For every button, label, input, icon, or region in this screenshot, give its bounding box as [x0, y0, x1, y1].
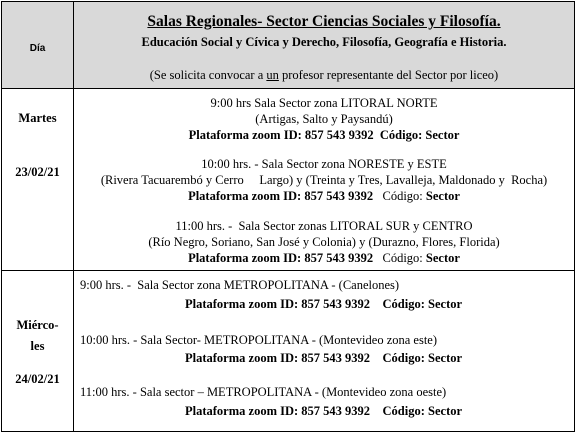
document-subtitle: Educación Social y Cívica y Derecho, Filosofía, Geografía e Historia. [141, 35, 507, 49]
tuesday-row [2, 89, 575, 271]
header-row [2, 2, 575, 89]
day-date: 23/02/21 [15, 165, 60, 179]
session-time-line: 10:00 hrs. - Sala Sector- METROPOLITANA - (Montevideo zona este) [80, 333, 438, 347]
tuesday-day-cell [2, 89, 74, 271]
tuesday-sessions-cell [74, 89, 575, 271]
day-column-label: Día [29, 43, 46, 54]
day-header-cell [2, 2, 74, 89]
session-regions-line: (Río Negro, Soriano, San José y Colonia) y (Durazno, Flores, Florida) [148, 235, 500, 249]
session-zoom-line: Plataforma zoom ID: 857 543 9392 Código: Sector [188, 128, 460, 142]
schedule-table [1, 1, 575, 432]
document-title: Salas Regionales- Sector Ciencias Sociales y Filosofía. [147, 13, 501, 30]
session-zoom-line: Plataforma zoom ID: 857 543 9392 Código: Sector [185, 351, 463, 365]
session-regions-line: (Rivera Tacuarembó y Cerro Largo) y (Treinta y Tres, Lavalleja, Maldonado y Rocha) [100, 173, 548, 187]
day-name-part: Miérco- [16, 318, 59, 332]
session-zoom-line: Plataforma zoom ID: 857 543 9392 Código: Sector [185, 404, 463, 418]
day-name-part: les [30, 339, 45, 353]
day-date: 24/02/21 [15, 372, 60, 386]
session-zoom-line: Plataforma zoom ID: 857 543 9392 Código: Sector [188, 189, 460, 203]
session-time-line: 11:00 hrs. - Sala Sector zonas LITORAL SUR y CENTRO [175, 219, 473, 233]
wednesday-day-cell [2, 271, 74, 432]
session-time-line: 11:00 hrs. - Sala sector – METROPOLITANA - (Montevideo zona oeste) [80, 385, 447, 399]
wednesday-row [2, 271, 575, 432]
session-regions-line: (Artigas, Salto y Paysandú) [255, 112, 393, 126]
session-zoom-line: Plataforma zoom ID: 857 543 9392 Código: Sector [188, 251, 460, 265]
representative-note: (Se solicita convocar a un profesor representante del Sector por liceo) [149, 68, 499, 82]
session-zoom-line: Plataforma zoom ID: 857 543 9392 Código: Sector [185, 297, 463, 311]
day-name: Martes [18, 111, 57, 125]
session-time-line: 10:00 hrs. - Sala Sector zona NORESTE y ESTE [201, 157, 447, 171]
session-time-line: 9:00 hrs Sala Sector zona LITORAL NORTE [210, 96, 438, 110]
wednesday-sessions-cell [74, 271, 575, 432]
title-cell [74, 2, 575, 89]
session-time-line: 9:00 hrs. - Sala Sector zona METROPOLITANA - (Canelones) [80, 278, 400, 292]
